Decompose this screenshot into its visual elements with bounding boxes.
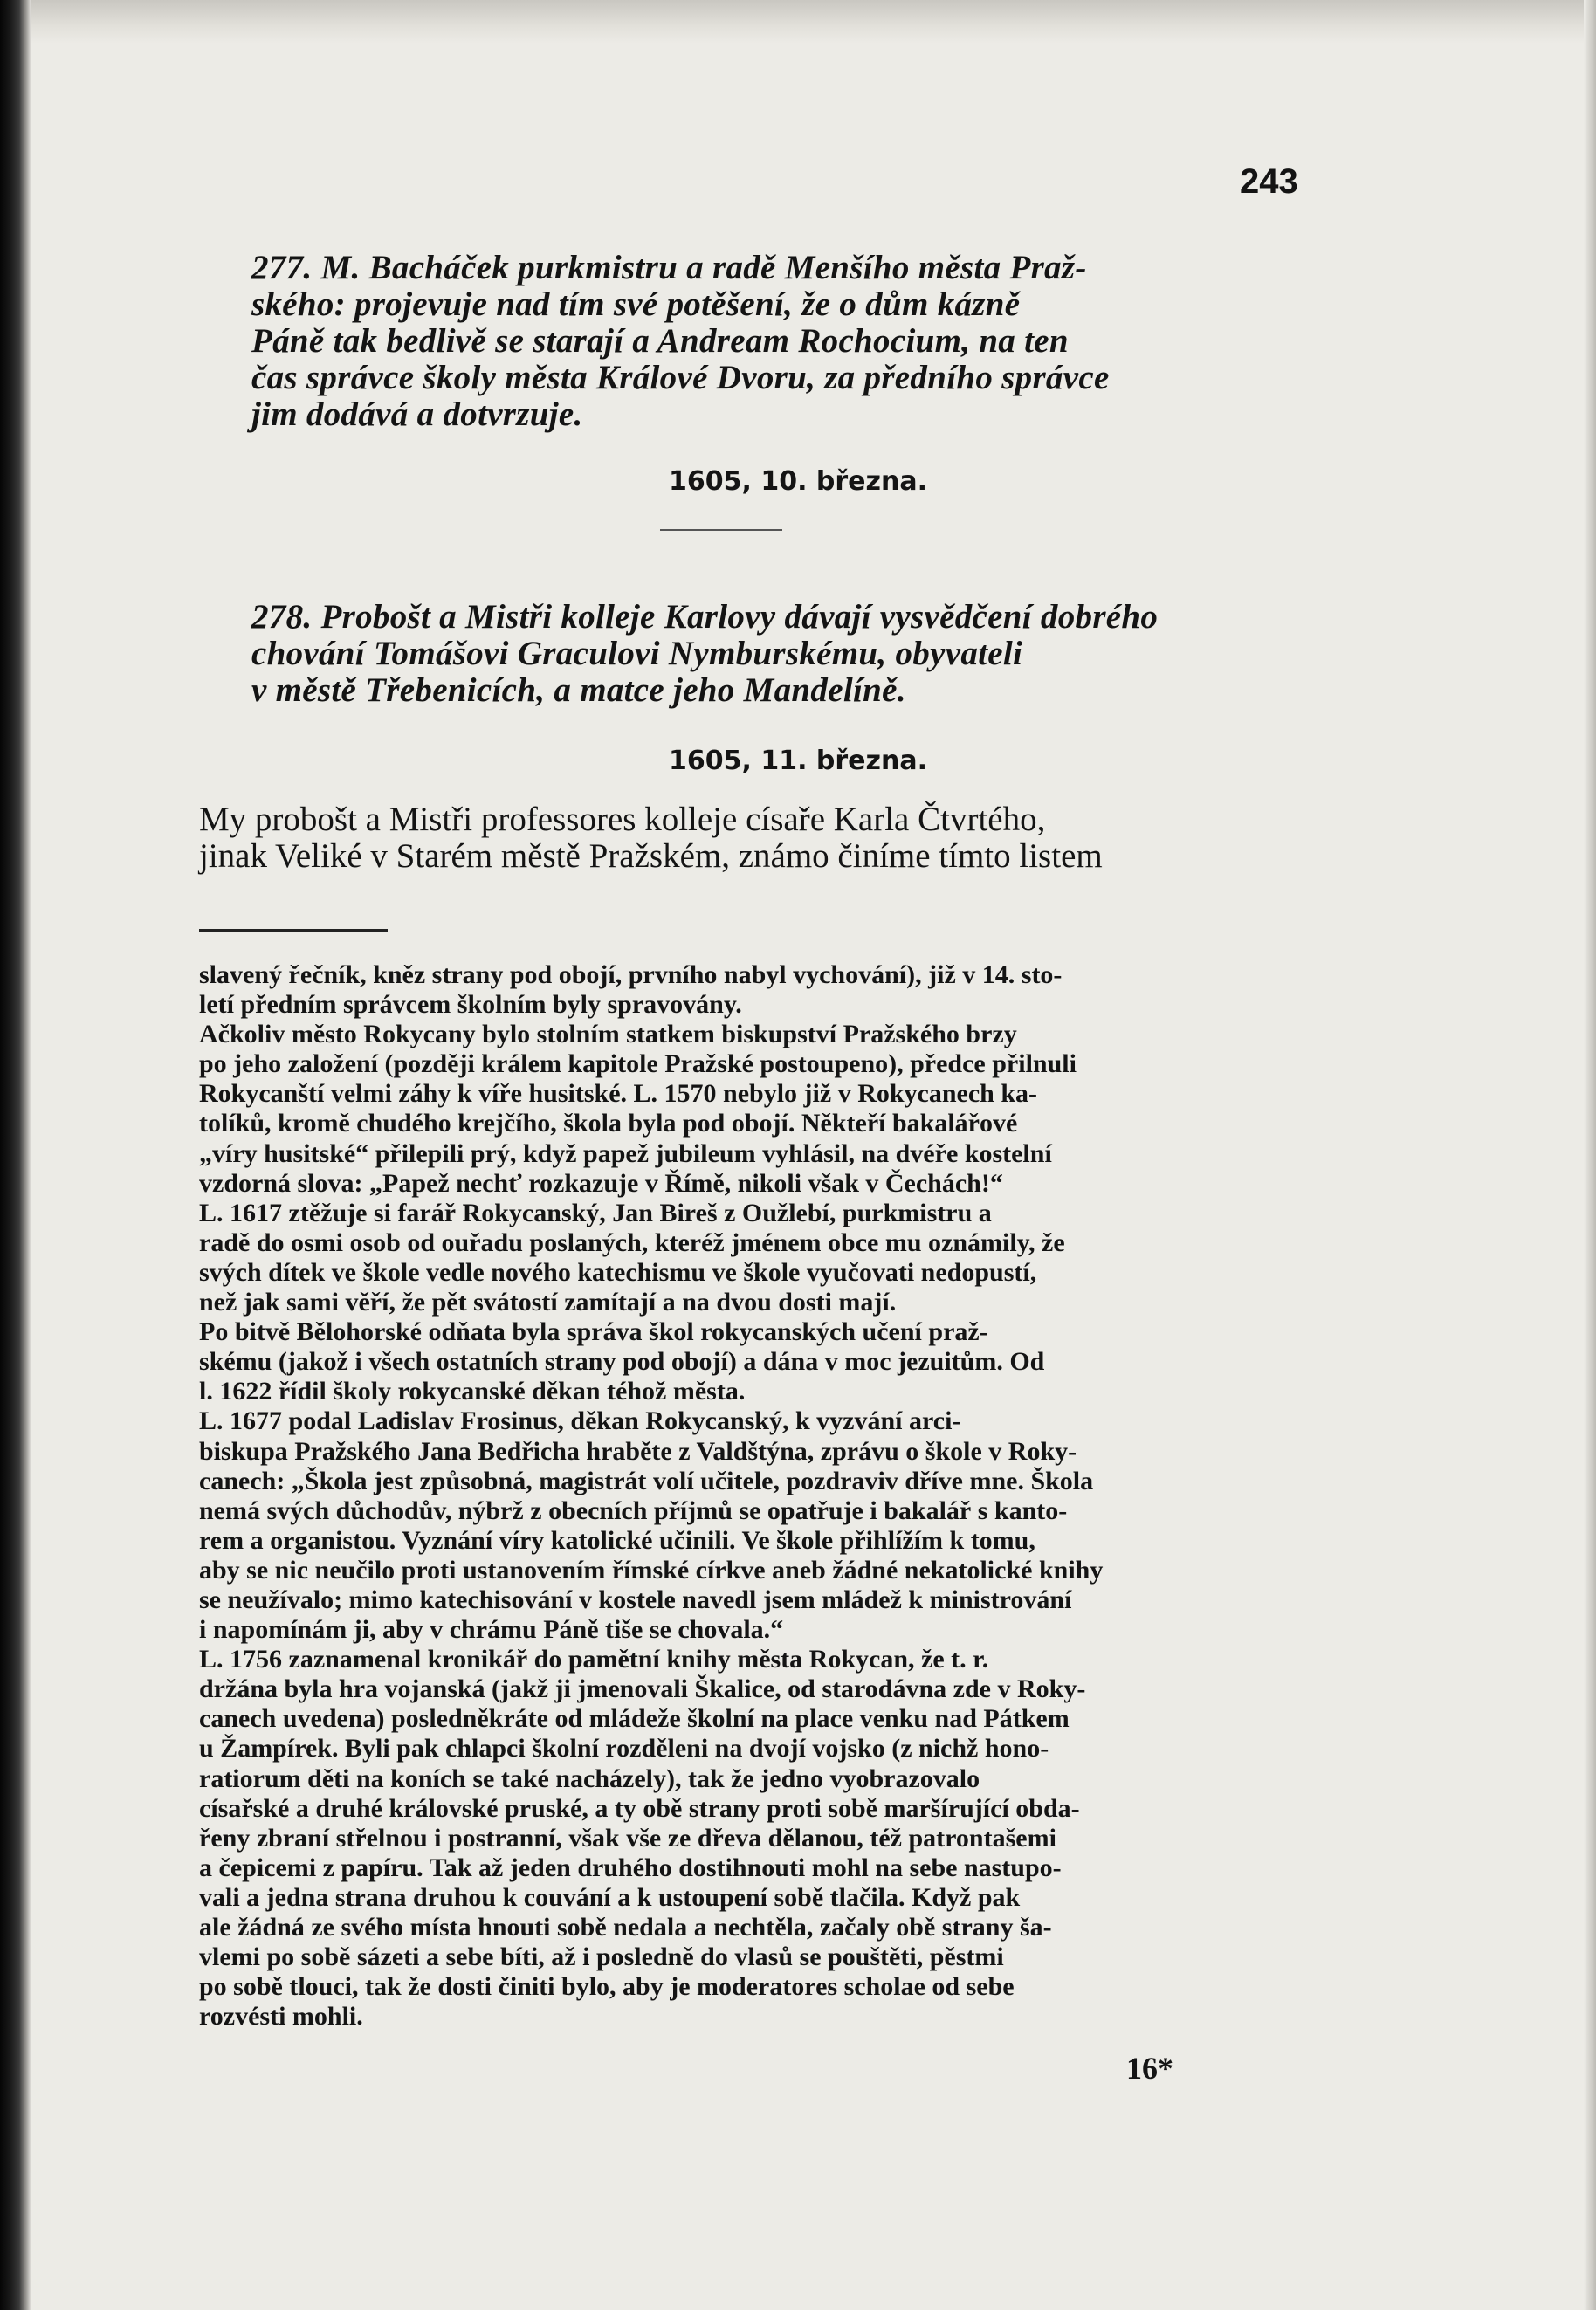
entry-278-heading: 278. Probošt a Mistři kolleje Karlovy dávají vysvědčení dobrého chování Tomášovi Graculovi Nymburskému, obyvateli v městě Třebenicích, a matce jeho Mandelíně. <box>251 598 1159 709</box>
footnote-rule <box>199 929 388 932</box>
signature-mark: 16* <box>1126 2051 1173 2086</box>
entry-277-date: 1605, 10. března. <box>668 466 927 497</box>
page-number: 243 <box>1240 162 1298 201</box>
entry-278-date: 1605, 11. března. <box>668 746 927 776</box>
top-shadow <box>31 0 1596 44</box>
section-divider <box>660 529 782 531</box>
entry-277-heading: 277. M. Bacháček purkmistru a radě Menšího města Praž- ského: projevuje nad tím své potěšení, že o dům kázně Páně tak bedlivě se starají a Andream Rochocium, na ten čas správce školy města Králové Dvoru, za předního správce jim dodává a dotvrzuje. <box>251 249 1110 433</box>
binding-shadow <box>0 0 31 2310</box>
footnotes: slavený řečník, kněz strany pod obojí, prvního nabyl vychování), již v 14. sto- letí předním správcem školním byly spravovány. Ačkoliv město Rokycany bylo stolním statkem biskupství Pražského brzy po jeho založení (později králem kapitole Pražské postoupeno), předce přilnuli Rokycanští velmi záhy k víře husitské. L. 1570 nebylo již v Rokycanech ka- tolíků, kromě chudého krejčího, škola byla pod obojí. Někteří bakalářové „víry husitské“ přilepili prý, když papež jubileum vyhlásil, na dvéře kostelní vzdorná slova: „Papež nechť rozkazuje v Římě, nikoli však v Čechách!“ L. 1617 ztěžuje si farář Rokycanský, Jan Bireš z Oužlebí, purkmistru a radě do osmi osob od ouřadu poslaných, kteréž jménem obce mu oznámily, že svých dítek ve škole vedle nového katechismu ve škole vyučovati nedopustí, než jak sami věří, že pět svátostí zamítají a na dvou dosti mají. Po bitvě Bělohorské odňata byla správa škol rokycanských učení praž- skému (jakož i všech ostatních strany pod obojí) a dána v moc jezuitům. Od l. 1622 řídil školy rokycanské děkan téhož města. L. 1677 podal Ladislav Frosinus, děkan Rokycanský, k vyzvání arci- biskupa Pražského Jana Bedřicha hraběte z Valdštýna, zprávu o škole v Roky- canech: „Škola jest způsobná, magistrát volí učitele, pozdraviv dříve mne. Škola nemá svých důchodův, nýbrž z obecních příjmů se opatřuje i bakalář s kanto- rem a organistou. Vyznání víry katolické učinili. Ve škole přihlížím k tomu, aby se nic neučilo proti ustanovením římské církve aneb žádné nekatolické knihy se neužívalo; mimo katechisování v kostele navedl jsem mládež k ministrování i napomínám ji, aby v chrámu Páně tiše se chovala.“ L. 1756 zaznamenal kronikář do pamětní knihy města Rokycan, že t. r. držána byla hra vojanská (jakž ji jmenovali Škalice, od starodávna zde v Roky- canech uvedena) posledněkráte od mládeže školní na placе venku nad Pátkem u Žampírek. Byli pak chlapci školní rozděleni na dvojí vojsko (z nichž hono- ratiorum děti na koních se také nacházely), tak že jedno vyobrazovalo císařské a druhé královské pruské, a ty obě strany proti sobě maršírující obda- řeny zbraní střelnou i postranní, však vše ze dřeva dělanou, též patrontašemi a čepicemi z papíru. Tak až jeden druhého dostihnouti mohl na sebe nastupo- vali a jedna strana druhou k couvání a k ustoupení sobě tlačila. Když pak ale žádná ze svého místa hnouti sobě nedala a nechtěla, začaly obě strany ša- vlemi po sobě sázeti a sebe bíti, až i posledně do vlasů se pouštěti, pěstmi po sobě tlouci, tak že dosti činiti bylo, aby je moderatores scholae od sebe rozvésti mohli. <box>199 960 1104 2032</box>
document-body: My probošt a Mistři professores kolleje císaře Karla Čtvrtého, jinak Veliké v Starém městě Pražském, známo činíme tímto listem <box>199 801 1103 875</box>
right-edge <box>1584 0 1596 2310</box>
